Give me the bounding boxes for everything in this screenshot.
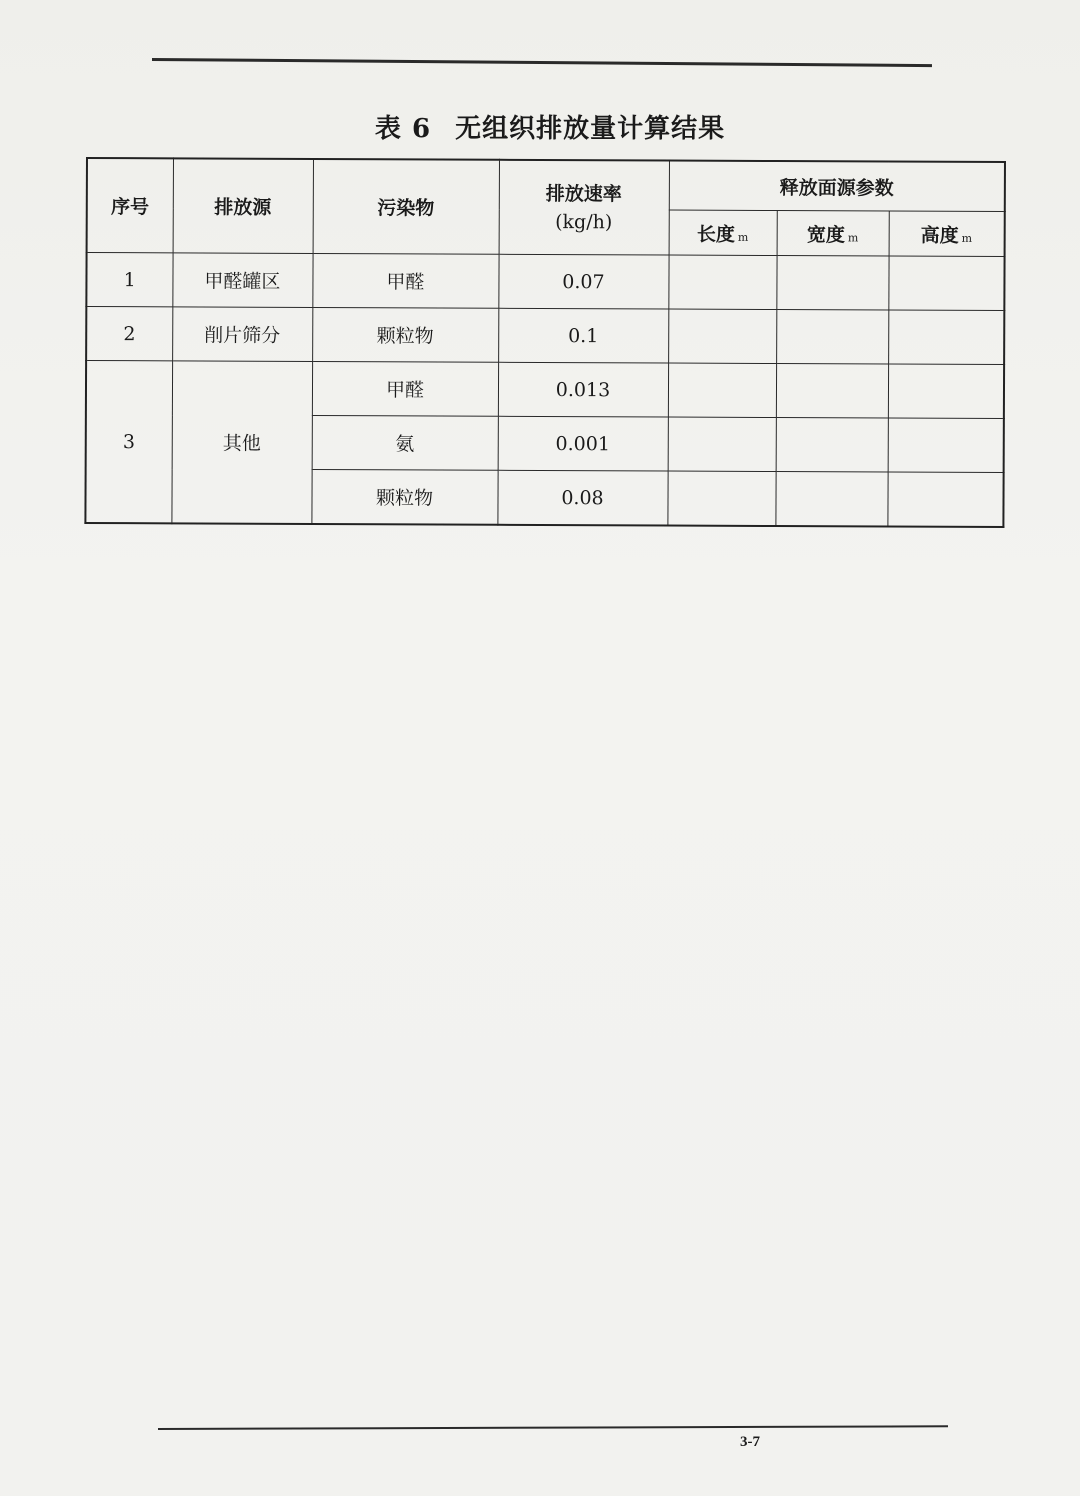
cell-pollutant: 甲醛	[312, 361, 498, 416]
header-rate	[499, 160, 669, 255]
header-row	[87, 158, 1005, 212]
table-number: 表 6	[374, 114, 432, 144]
cell-pollutant: 甲醛	[312, 253, 498, 308]
cell-seq: 2	[86, 307, 172, 361]
header-width-unit: m	[847, 230, 859, 244]
header-area-params: 释放面源参数	[669, 161, 1005, 212]
cell-length	[667, 471, 775, 526]
table-title: 无组织排放量计算结果	[455, 114, 726, 144]
cell-height	[888, 418, 1004, 473]
cell-seq: 1	[86, 253, 172, 307]
cell-rate: 0.08	[497, 470, 667, 525]
header-width-label: 宽度	[806, 223, 845, 246]
cell-width	[776, 256, 888, 310]
cell-width	[775, 472, 887, 527]
header-length-label: 长度	[696, 223, 735, 246]
cell-rate: 0.1	[498, 308, 668, 363]
cell-width	[776, 418, 888, 472]
table-row	[86, 253, 1004, 311]
cell-width	[776, 364, 888, 418]
cell-width	[776, 310, 888, 364]
emission-table	[84, 157, 1006, 528]
table-row	[86, 361, 1004, 419]
cell-rate: 0.07	[498, 254, 668, 309]
header-rate-unit: (kg/h)	[555, 210, 613, 233]
header-rule	[152, 58, 932, 67]
header-height-label: 高度	[920, 224, 959, 247]
cell-rate: 0.001	[498, 416, 668, 471]
cell-pollutant: 颗粒物	[311, 469, 497, 524]
table-caption	[300, 108, 800, 145]
cell-height	[888, 310, 1004, 365]
cell-rate: 0.013	[498, 362, 668, 417]
header-source: 排放源	[173, 158, 313, 253]
cell-height	[888, 364, 1004, 419]
cell-height	[888, 256, 1004, 311]
cell-height	[887, 472, 1003, 527]
header-height	[889, 211, 1005, 257]
cell-pollutant: 颗粒物	[312, 307, 498, 362]
cell-source: 削片筛分	[172, 307, 312, 362]
cell-source: 其他	[171, 361, 312, 524]
cell-seq: 3	[85, 361, 172, 524]
cell-pollutant: 氨	[312, 415, 498, 470]
header-length	[669, 210, 777, 255]
table-row	[86, 307, 1004, 365]
cell-source: 甲醛罐区	[172, 253, 312, 308]
header-pollutant: 污染物	[313, 159, 499, 254]
cell-length	[668, 309, 776, 363]
header-seq: 序号	[87, 158, 173, 253]
page-number: 3-7	[740, 1434, 760, 1450]
header-rate-label: 排放速率	[545, 182, 622, 205]
emission-table-container	[84, 157, 1004, 528]
header-height-unit: m	[961, 231, 973, 245]
header-length-unit: m	[737, 230, 749, 244]
cell-length	[668, 363, 776, 417]
footer-rule	[158, 1425, 948, 1430]
cell-length	[668, 255, 776, 309]
cell-length	[668, 417, 776, 471]
header-width	[777, 211, 889, 256]
